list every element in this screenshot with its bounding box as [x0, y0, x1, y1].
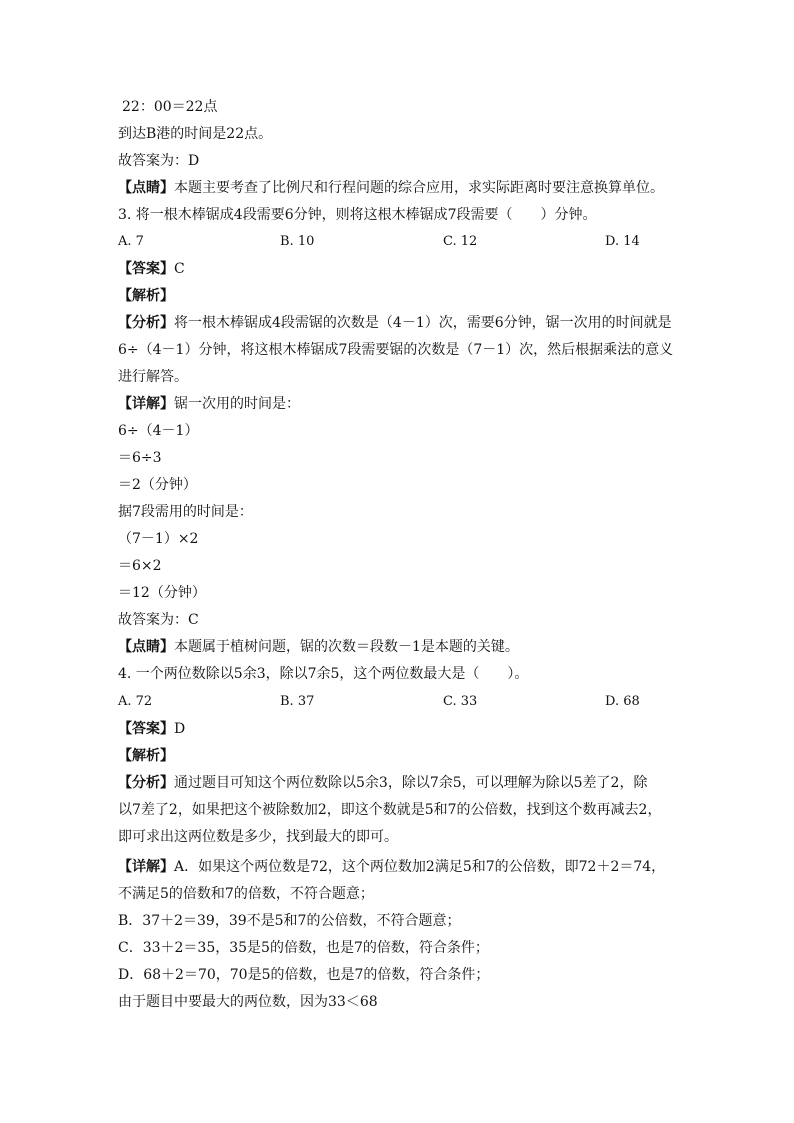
section-label: 【分析】: [118, 315, 174, 331]
text-line: B．37＋2＝39，39不是5和7的公倍数，不符合题意；: [118, 913, 461, 929]
analysis-line: 【分析】通过题目可知这个两位数除以5余3，除以7余5，可以理解为除以5差了2，除: [118, 775, 648, 791]
text-line: 到达B港的时间是22点。: [118, 126, 273, 142]
answer-line: 【答案】D: [118, 721, 186, 737]
detail-line: 【详解】锯一次用的时间是：: [118, 396, 300, 412]
math-line: ＝2（分钟）: [118, 477, 197, 493]
math-line: ＝12（分钟）: [118, 585, 206, 601]
section-label: 【分析】: [118, 775, 174, 791]
math-line: ＝6×2: [118, 558, 162, 574]
text-line: 22：00＝22点: [122, 99, 218, 115]
text-line: 6÷（4－1）分钟，将这根木棒锯成7段需要锯的次数是（7－1）次，然后根据乘法的意义: [118, 342, 674, 358]
text-line: 据7段需用的时间是：: [118, 504, 253, 520]
text-line: D．68＋2＝70，70是5的倍数，也是7的倍数，符合条件；: [118, 967, 490, 983]
math-line: ＝6÷3: [118, 450, 162, 466]
section-label: 【点睛】: [118, 180, 174, 196]
answer-line: 【答案】C: [118, 261, 185, 277]
analysis-line: 【分析】将一根木棒锯成4段需锯的次数是（4－1）次，需要6分钟，锯一次用的时间就是: [118, 315, 672, 331]
section-label: 【点睛】: [118, 639, 174, 655]
analysis-heading: 【解析】: [118, 748, 174, 764]
text-line: 进行解答。: [118, 369, 188, 385]
q4-option-a: A. 72: [118, 694, 153, 709]
text-line: 不满足5的倍数和7的倍数，不符合题意；: [118, 886, 374, 902]
text-line: 故答案为：C: [118, 612, 199, 628]
comment-line: 【点睛】本题主要考查了比例尺和行程问题的综合应用，求实际距离时要注意换算单位。: [118, 180, 664, 196]
section-label: 【详解】: [118, 859, 174, 875]
math-line: （7－1）×2: [118, 531, 199, 547]
q3-option-d: D. 14: [605, 234, 640, 249]
q3-option-b: B. 10: [280, 234, 315, 249]
analysis-heading: 【解析】: [118, 288, 174, 304]
q4-option-d: D. 68: [605, 694, 640, 709]
text-line: C．33＋2＝35，35是5的倍数，也是7的倍数，符合条件；: [118, 940, 489, 956]
comment-line: 【点睛】本题属于植树问题，锯的次数＝段数－1是本题的关键。: [118, 639, 519, 655]
detail-line: 【详解】A．如果这个两位数是72，这个两位数加2满足5和7的公倍数，即72＋2＝74，: [118, 859, 666, 875]
q3-option-c: C. 12: [443, 234, 478, 249]
q4-option-c: C. 33: [443, 694, 478, 709]
q4-option-b: B. 37: [280, 694, 315, 709]
text-line: 以7差了2，如果把这个被除数加2，即这个数就是5和7的公倍数，找到这个数再减去2，: [118, 802, 662, 818]
text-line: 由于题目中要最大的两位数，因为33＜68: [118, 994, 378, 1010]
section-label: 【答案】: [118, 721, 174, 737]
text-line: 故答案为：D: [118, 153, 200, 169]
q3-option-a: A. 7: [118, 234, 144, 249]
math-line: 6÷（4－1）: [118, 423, 199, 439]
text-line: 即可求出这两位数是多少，找到最大的即可。: [118, 829, 398, 845]
section-label: 【答案】: [118, 261, 174, 277]
section-label: 【详解】: [118, 396, 174, 412]
question-4: 4. 一个两位数除以5余3，除以7余5，这个两位数最大是（ ）。: [118, 666, 529, 682]
question-3: 3. 将一根木棒锯成4段需要6分钟，则将这根木棒锯成7段需要（ ）分钟。: [118, 207, 597, 223]
